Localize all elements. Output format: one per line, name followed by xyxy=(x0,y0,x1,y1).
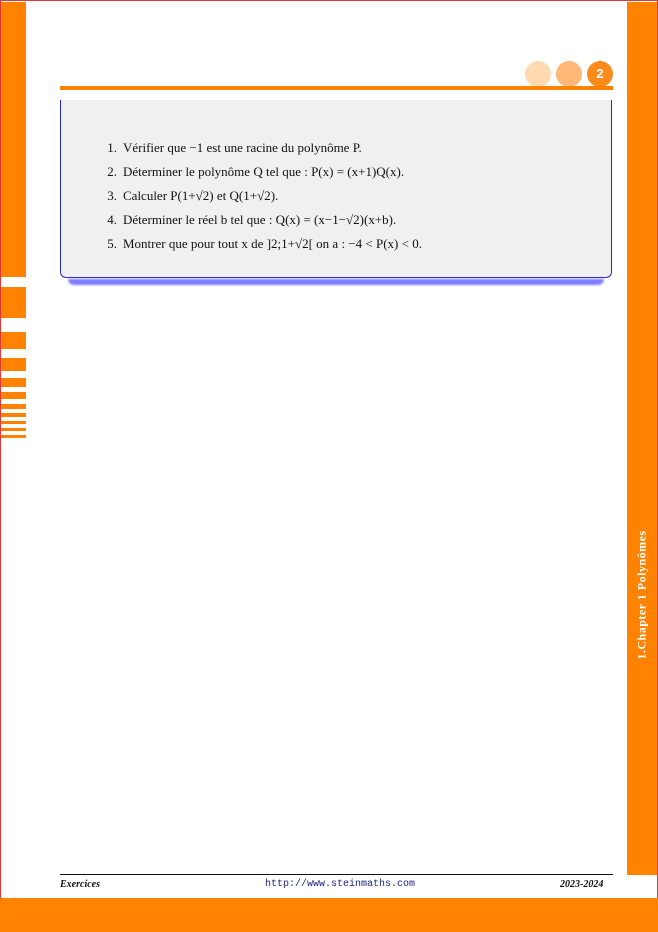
page-number-badge: 2 xyxy=(587,61,613,87)
item-number: 4. xyxy=(107,212,117,227)
header-dot-medium xyxy=(556,61,582,87)
chapter-side-band xyxy=(627,2,657,875)
left-deco-bar xyxy=(1,378,26,387)
left-deco-bar xyxy=(1,421,26,424)
footer-url-link[interactable]: http://www.steinmaths.com xyxy=(265,879,416,890)
footer-rule xyxy=(60,874,613,875)
left-deco-bar xyxy=(1,287,26,318)
list-item xyxy=(101,186,422,206)
list-item xyxy=(101,234,422,254)
list-item xyxy=(101,162,422,182)
exercise-box xyxy=(60,100,612,278)
item-text: Calculer P(1+√2) et Q(1+√2). xyxy=(123,188,279,203)
item-text: Montrer que pour tout x de ]2;1+√2[ on a : −4 < P(x) < 0. xyxy=(123,236,422,251)
left-deco-bar xyxy=(1,435,26,438)
item-text: Déterminer le polynôme Q tel que : P(x) = (x+1)Q(x). xyxy=(123,164,405,179)
footer-year: 2023-2024 xyxy=(560,879,604,890)
list-item xyxy=(101,138,422,158)
exercise-list xyxy=(101,138,422,258)
item-text: Déterminer le réel b tel que : Q(x) = (x−1−√2)(x+b). xyxy=(123,212,397,227)
item-number: 5. xyxy=(107,236,117,251)
left-deco-bar xyxy=(1,428,26,431)
footer-left-text: Exercices xyxy=(60,879,100,890)
chapter-side-title xyxy=(627,510,657,680)
item-text: Vérifier que −1 est une racine du polynôme P. xyxy=(123,140,362,155)
left-deco-bar xyxy=(1,404,26,409)
list-item xyxy=(101,210,422,230)
left-deco-bar xyxy=(1,413,26,417)
left-deco-bar xyxy=(1,392,26,399)
header-rule xyxy=(60,86,613,90)
chapter-label: 1.Chapter 1 Polynômes xyxy=(634,530,649,660)
left-deco-bar xyxy=(1,332,26,349)
item-number: 1. xyxy=(107,140,117,155)
bottom-band xyxy=(0,898,658,932)
left-deco-bar xyxy=(1,2,26,277)
item-number: 3. xyxy=(107,188,117,203)
left-deco-bar xyxy=(1,358,26,371)
exercise-box-shadow xyxy=(68,279,604,285)
item-number: 2. xyxy=(107,164,117,179)
header-dot-light xyxy=(525,61,551,87)
